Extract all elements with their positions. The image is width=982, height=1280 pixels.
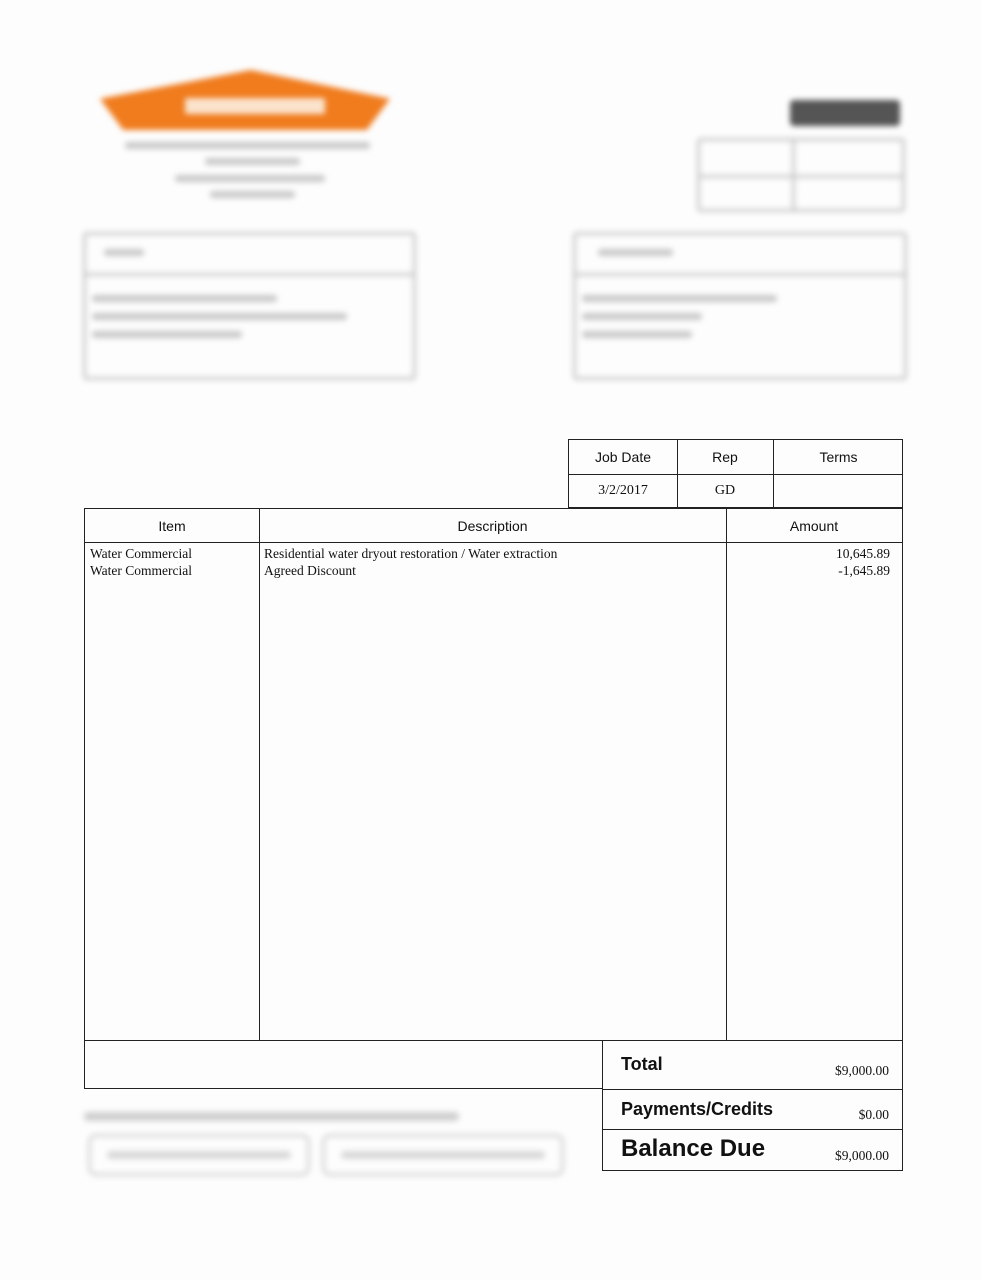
job-date-value: 3/2/2017 <box>598 483 648 498</box>
payments-label: Payments/Credits <box>621 1099 774 1119</box>
row-amount: 10,645.89 <box>836 546 890 561</box>
terms-value <box>773 474 904 508</box>
payments-value: $0.00 <box>858 1107 889 1122</box>
amount-column <box>836 546 890 579</box>
terms-header: Terms <box>819 449 858 465</box>
row-description: Agreed Discount <box>264 562 356 578</box>
invoice-date-number-box <box>697 138 905 212</box>
job-date-header: Job Date <box>594 449 652 465</box>
totals-box <box>602 1041 903 1171</box>
job-info-table <box>568 439 903 508</box>
description-column-header: Description <box>457 517 528 534</box>
company-logo <box>100 70 400 140</box>
row-description: Residential water dryout restoration / Water extraction <box>264 546 558 561</box>
total-label: Total <box>621 1054 663 1074</box>
description-column <box>264 546 557 579</box>
rep-header: Rep <box>712 449 738 465</box>
rep-value: GD <box>714 483 736 498</box>
job-location-box <box>573 232 907 380</box>
line-items-table <box>84 508 903 1041</box>
row-amount: -1,645.89 <box>838 562 890 578</box>
footer-note-box <box>84 1041 603 1089</box>
row-item: Water Commercial <box>90 562 192 578</box>
balance-due-value: $9,000.00 <box>835 1148 889 1163</box>
row-item: Water Commercial <box>90 546 192 561</box>
bill-to-box <box>83 232 416 380</box>
amount-column-header: Amount <box>789 517 839 534</box>
balance-due-label: Balance Due <box>621 1135 766 1162</box>
item-column-header: Item <box>158 517 186 534</box>
invoice-title <box>790 100 900 126</box>
total-value: $9,000.00 <box>835 1063 889 1078</box>
item-column <box>90 546 192 579</box>
